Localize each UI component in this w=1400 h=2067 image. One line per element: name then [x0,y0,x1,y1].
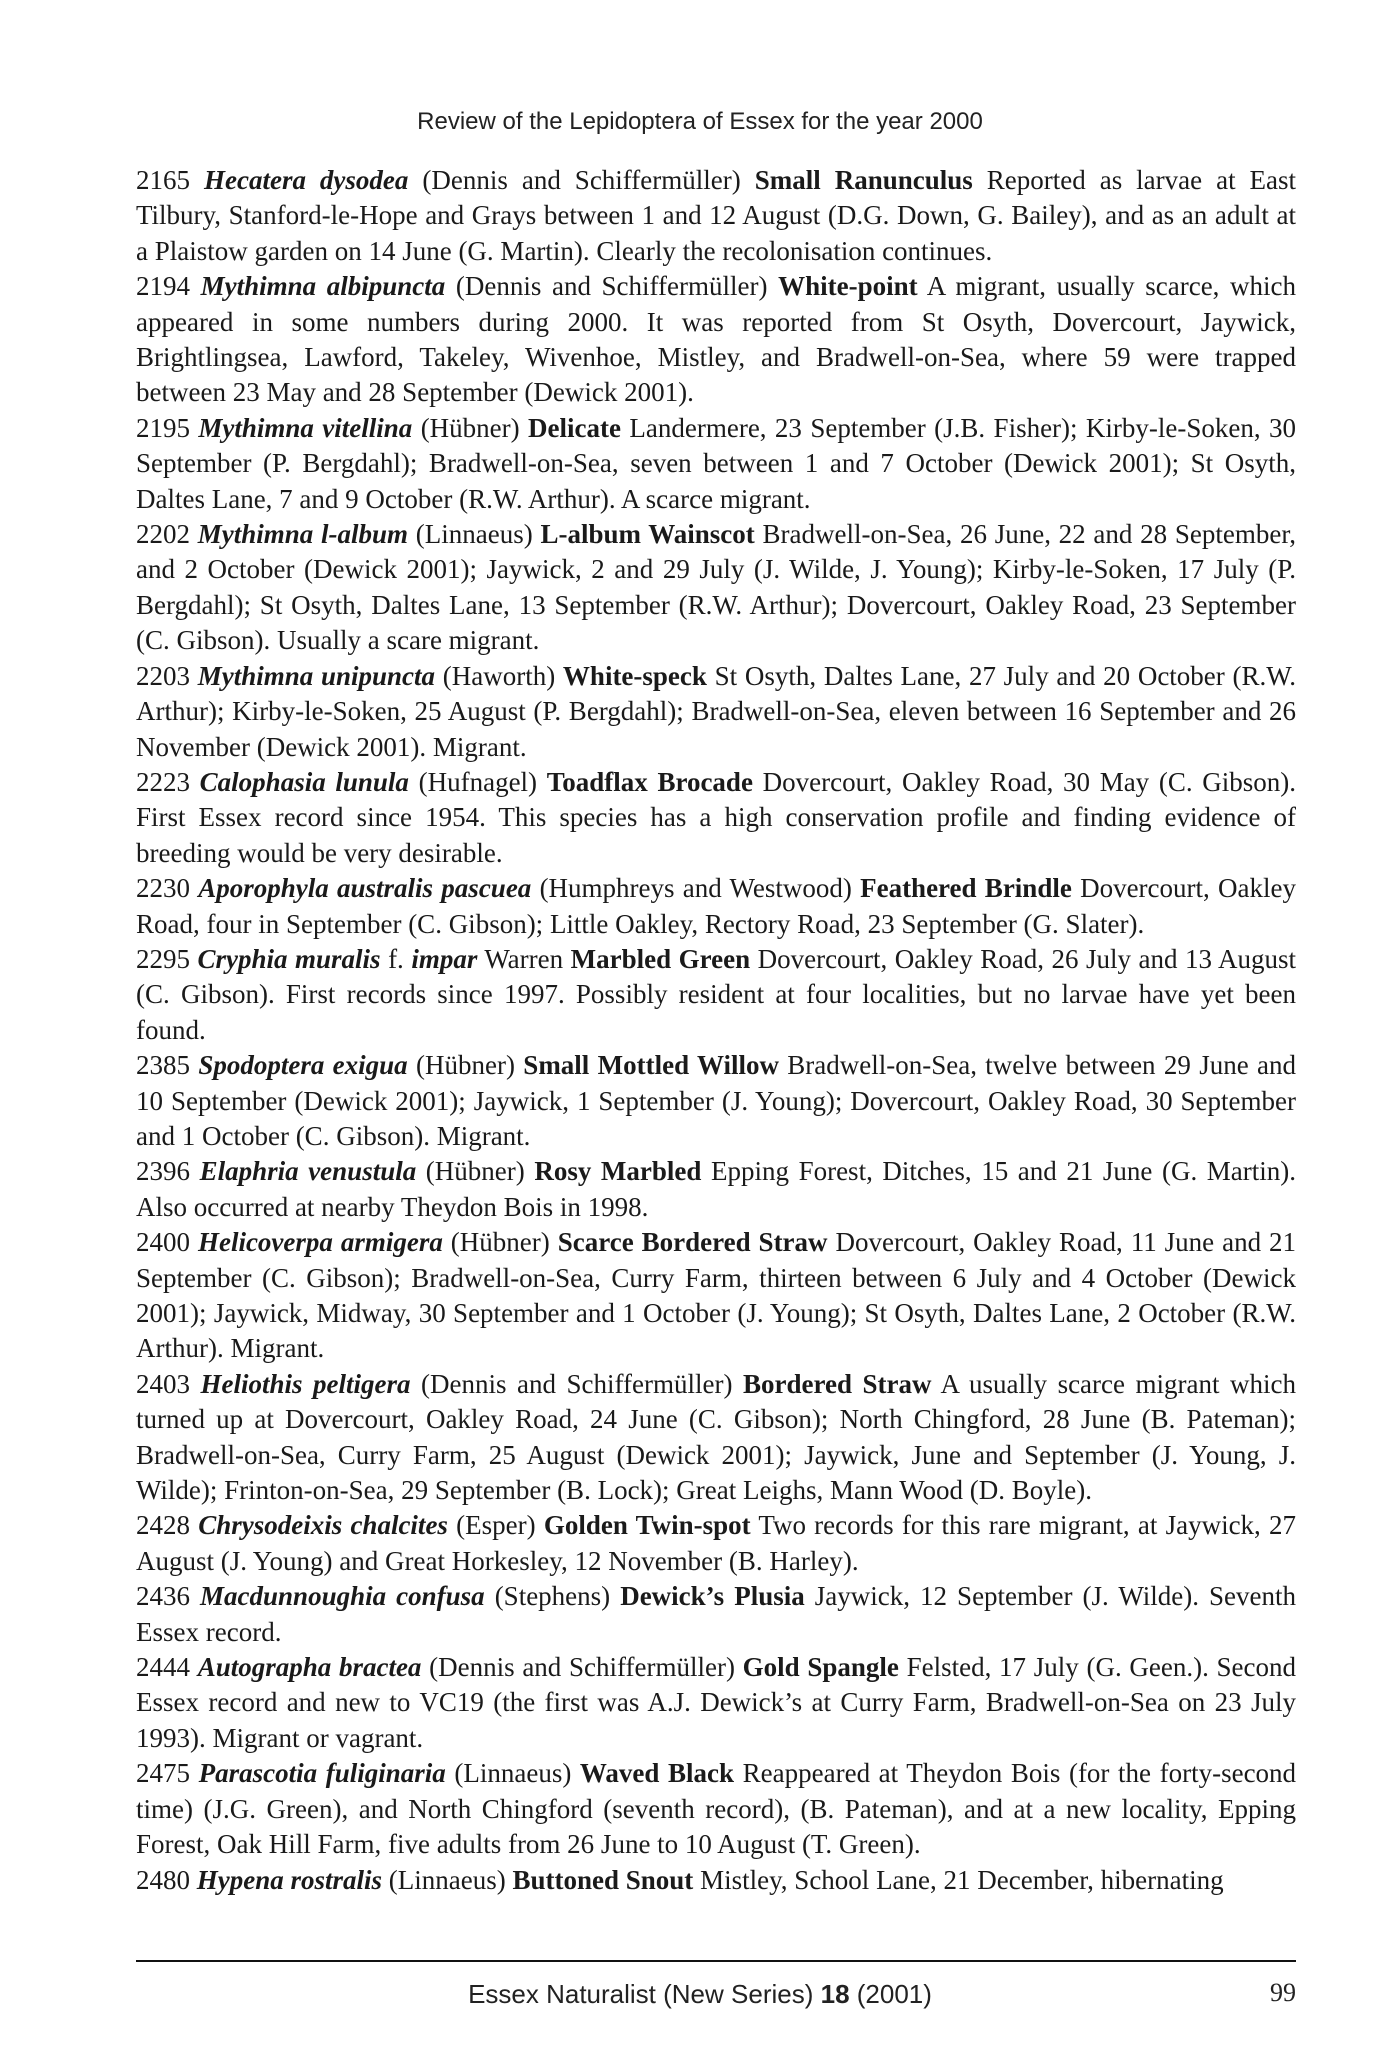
species-name: Elaphria venustula [199,1156,417,1187]
record-text: Epping Forest, Ditches, 15 and 21 June (G. Martin). Also occurred at nearby Theydon Bois in 1998. [136,1156,1297,1222]
species-authority: (Linnaeus) [415,519,533,550]
record-text: Dovercourt, Oakley Road, 11 June and 21 September (C. Gibson); Bradwell-on-Sea, Curry Farm, thirteen between 6 July and 4 October (Dewick 2001); Jaywick, Midway, 30 September and 1 October (J. Young); St Osyth, Daltes Lane, 2 October (R.W. Arthur). Migrant. [136,1227,1297,1364]
record-text: Felsted, 17 July (G. Geen.). Second Essex record and new to VC19 (the first was A.J. Dewick’s at Curry Farm, Bradwell-on-Sea on 23 July 1993). Migrant or vagrant. [136,1652,1297,1753]
species-entry [136,942,1296,1048]
species-list [136,163,1296,1898]
journal-volume: 18 [820,1979,850,2009]
common-name: Rosy Marbled [534,1156,702,1187]
common-name: Waved Black [579,1758,735,1789]
common-name: Gold Spangle [742,1652,899,1683]
record-text: Mistley, School Lane, 21 December, hibernating [700,1864,1224,1895]
common-name: Dewick’s Plusia [620,1581,805,1612]
record-text: Landermere, 23 September (J.B. Fisher); Kirby-le-Soken, 30 September (P. Bergdahl); Bradwell-on-Sea, seven between 1 and 7 October (Dewick 2001); St Osyth, Daltes Lane, 7 and 9 October (R.W. Arthur). A scarce migrant. [136,412,1297,514]
species-entry [136,765,1296,871]
species-authority: (Linnaeus) [388,1864,506,1895]
species-name: Chrysodeixis chalcites [198,1510,448,1541]
common-name: Buttoned Snout [512,1864,694,1895]
species-authority: (Esper) [456,1510,536,1541]
species-entry [136,163,1296,269]
species-authority: (Hübner) [416,1050,515,1081]
record-text: Reported as larvae at East Tilbury, Stanford-le-Hope and Grays between 1 and 12 August (D.G. Down, G. Bailey), and as an adult at a Plaistow garden on 14 June (G. Martin). Clearly the recolonisation continues. [136,165,1297,266]
record-text: Dovercourt, Oakley Road, 30 May (C. Gibson). First Essex record since 1954. This species has a high conservation profile and finding evidence of breeding would be very desirable. [136,766,1297,868]
record-text: Jaywick, 12 September (J. Wilde). Seventh Essex record. [136,1581,1296,1647]
species-entry [136,1508,1296,1579]
species-authority: (Dennis and Schiffermüller) [455,271,768,302]
species-authority: (Hübner) [425,1156,525,1187]
species-number: 2385 [136,1050,190,1081]
species-name: Hypena rostralis [196,1864,383,1895]
journal-footer [0,1979,1400,2010]
species-authority: (Stephens) [494,1581,611,1612]
common-name: Small Mottled Willow [523,1050,779,1081]
page-number: 99 [1270,1978,1296,2007]
species-number: 2403 [136,1368,190,1399]
species-number: 2223 [136,766,190,797]
species-name: Mythimna unipuncta [197,660,436,691]
species-authority: (Hübner) [420,412,520,443]
species-entry [136,269,1296,411]
species-name: Aporophyla australis pascuea [198,873,532,904]
common-name: Feathered Brindle [860,873,1072,904]
species-number: 2202 [136,519,190,550]
species-authority: (Dennis and Schiffermüller) [422,165,741,195]
species-authority: (Dennis and Schiffermüller) [429,1652,735,1683]
journal-year: (2001) [856,1979,932,2009]
species-entry [136,1367,1296,1509]
species-name: Mythimna albipuncta [200,271,446,302]
species-number: 2396 [136,1156,190,1187]
record-text: Dovercourt, Oakley Road, four in September (C. Gibson); Little Oakley, Rectory Road, 23 September (G. Slater). [136,873,1296,939]
common-name: Bordered Straw [743,1368,932,1399]
species-name: Hecatera dysodea [203,165,409,195]
species-number: 2444 [136,1652,190,1683]
species-number: 2194 [136,271,190,302]
species-name: Mythimna vitellina [198,412,413,443]
species-name: Helicoverpa armigera [197,1227,443,1258]
common-name: Golden Twin-spot [543,1510,751,1541]
species-number: 2480 [136,1864,190,1895]
record-text: A migrant, usually scarce, which appeared in some numbers during 2000. It was reported from St Osyth, Dovercourt, Jaywick, Brightlingsea, Lawford, Takeley, Wivenhoe, Mistley, and Bradwell-on-Sea, where 59 were trapped between 23 May and 28 September (Dewick 2001). [136,271,1297,408]
species-authority: (Haworth) [442,660,556,691]
species-entry [136,1756,1296,1862]
species-authority: (Hübner) [450,1227,550,1258]
species-name: Calophasia lunula [199,766,409,797]
common-name: Marbled Green [570,943,751,974]
species-entry [136,1225,1296,1367]
species-authority: (Linnaeus) [454,1758,572,1789]
record-text: Bradwell-on-Sea, 26 June, 22 and 28 September, and 2 October (Dewick 2001); Jaywick, 2 and 29 July (J. Wilde, J. Young); Kirby-le-Soken, 17 July (P. Bergdahl); St Osyth, Daltes Lane, 13 September (R.W. Arthur); Dovercourt, Oakley Road, 23 September (C. Gibson). Usually a scare migrant. [136,519,1297,656]
species-number: 2165 [136,165,190,195]
species-number: 2295 [136,943,190,974]
species-authority: (Humphreys and Westwood) [539,873,852,904]
record-text: Two records for this rare migrant, at Jaywick, 27 August (J. Young) and Great Horkesley, 12 November (B. Harley). [136,1510,1297,1576]
species-entry [136,1048,1296,1154]
common-name: White-speck [562,660,707,691]
form-marker: f. [388,943,404,974]
species-entry [136,1650,1296,1756]
species-name: Parascotia fuliginaria [198,1758,446,1789]
species-entry [136,1579,1296,1650]
species-number: 2475 [136,1758,190,1789]
record-text: Reappeared at Theydon Bois (for the forty-second time) (J.G. Green), and North Chingford (seventh record), (B. Pateman), and at a new locality, Epping Forest, Oak Hill Farm, five adults from 26 June to 10 August (T. Green). [136,1758,1297,1860]
species-name: Spodoptera exigua [198,1050,408,1081]
common-name: Small Ranunculus [754,165,973,195]
journal-name: Essex Naturalist (New Series) [468,1979,814,2009]
record-text: Dovercourt, Oakley Road, 26 July and 13 August (C. Gibson). First records since 1997. Possibly resident at four localities, but no larvae have yet been found. [136,943,1297,1045]
record-text: A usually scarce migrant which turned up at Dovercourt, Oakley Road, 24 June (C. Gibson); North Chingford, 28 June (B. Pateman); Bradwell-on-Sea, Curry Farm, 25 August (Dewick 2001); Jaywick, June and September (J. Young, J. Wilde); Frinton-on-Sea, 29 September (B. Lock); Great Leighs, Mann Wood (D. Boyle). [136,1368,1296,1506]
species-number: 2195 [136,412,190,443]
footer-rule [136,1960,1296,1962]
common-name: Toadflax Brocade [546,766,753,797]
species-entry [136,1863,1296,1898]
species-number: 2428 [136,1510,190,1541]
species-entry [136,517,1296,659]
common-name: L-album Wainscot [540,519,755,550]
common-name: White-point [778,271,918,302]
species-number: 2230 [136,873,190,904]
species-entry [136,411,1296,517]
species-name: Mythimna l-album [197,519,409,550]
species-entry [136,871,1296,942]
species-name: Cryphia muralis [197,943,381,974]
common-name: Delicate [528,412,621,443]
form-name: impar [411,943,478,974]
running-header: Review of the Lepidoptera of Essex for the year 2000 [417,108,983,135]
species-name: Autographa bractea [197,1652,422,1683]
species-authority: Warren [484,943,564,974]
species-name: Heliothis peltigera [200,1368,411,1399]
species-number: 2400 [136,1227,190,1258]
species-authority: (Dennis and Schiffermüller) [421,1368,733,1399]
record-text: St Osyth, Daltes Lane, 27 July and 20 October (R.W. Arthur); Kirby-le-Soken, 25 August (P. Bergdahl); Bradwell-on-Sea, eleven between 16 September and 26 November (Dewick 2001). Migrant. [136,660,1296,762]
common-name: Scarce Bordered Straw [557,1227,828,1258]
species-authority: (Hufnagel) [418,766,538,797]
record-text: Bradwell-on-Sea, twelve between 29 June and 10 September (Dewick 2001); Jaywick, 1 September (J. Young); Dovercourt, Oakley Road, 30 September and 1 October (C. Gibson). Migrant. [136,1050,1297,1151]
species-name: Macdunnoughia confusa [200,1581,485,1612]
species-entry [136,1154,1296,1225]
species-entry [136,659,1296,765]
species-number: 2436 [136,1581,190,1612]
species-number: 2203 [136,660,190,691]
